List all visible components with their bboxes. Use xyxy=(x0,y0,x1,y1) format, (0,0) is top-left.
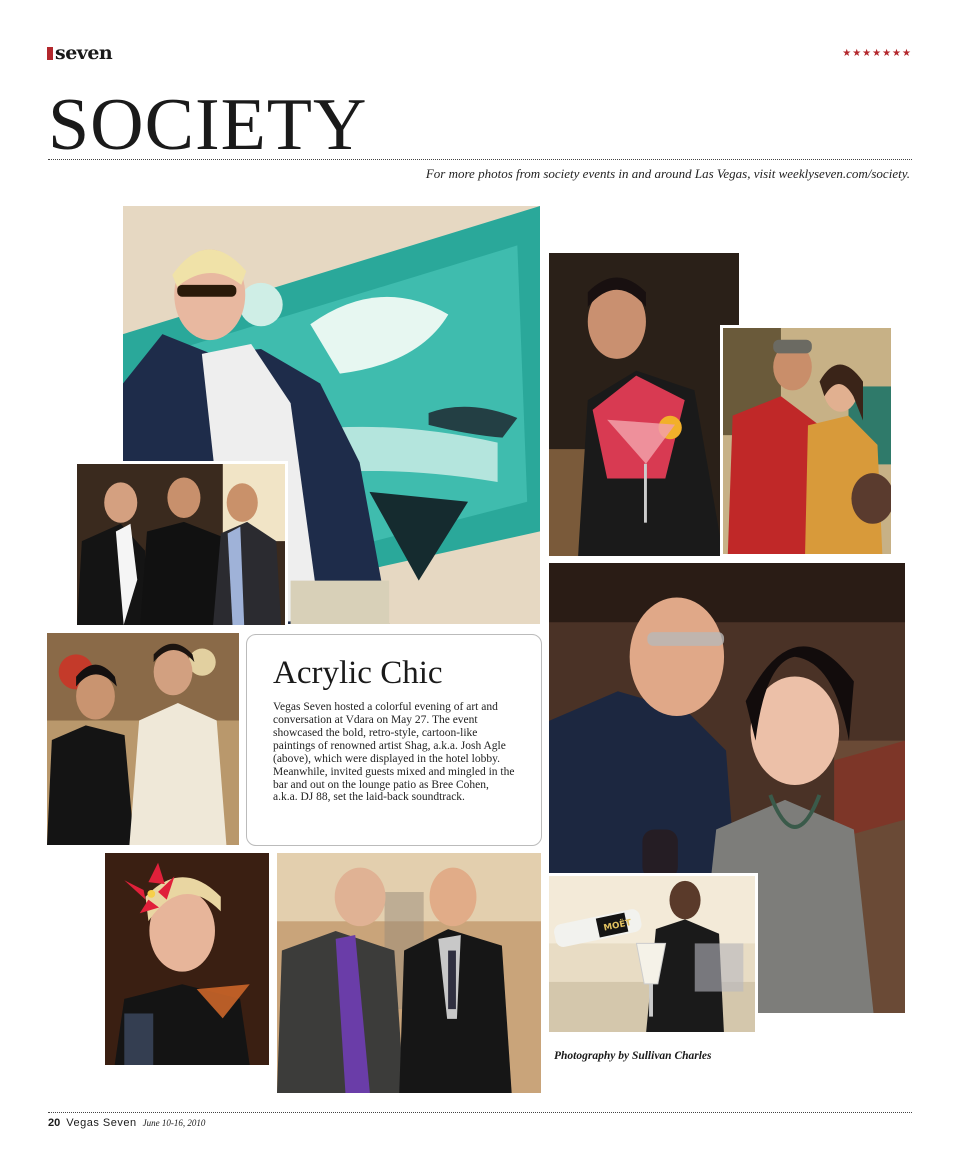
footer-divider xyxy=(48,1112,912,1113)
page-folio xyxy=(48,1117,205,1129)
photo-two-men-suits xyxy=(274,850,544,1096)
photo-woman-with-cocktail xyxy=(546,250,742,559)
publication-name: Vegas Seven xyxy=(66,1117,137,1129)
page-number: 20 xyxy=(48,1117,61,1129)
photo-bartender-pouring xyxy=(546,873,758,1035)
photo-credit: Photography by Sullivan Charles xyxy=(554,1050,712,1062)
issue-date: June 10-16, 2010 xyxy=(142,1118,206,1128)
header-divider xyxy=(48,159,912,160)
photo-couple xyxy=(720,325,894,557)
section-subline: For more photos from society events in and around Las Vegas, visit weeklyseven.com/society. xyxy=(425,166,910,181)
star-rating-ornament: ★★★★★★★ xyxy=(842,48,912,59)
article-headline: Acrylic Chic xyxy=(273,655,443,691)
bottle-label: MOËT xyxy=(602,918,633,934)
photo-woman-with-flower xyxy=(102,850,272,1068)
section-title: SOCIETY xyxy=(48,84,368,166)
publication-logo xyxy=(47,44,112,63)
article-body: Vegas Seven hosted a colorful evening of art and conversation at Vdara on May 27. The event showcased the bold, retro-style, cartoon-like paintings of renowned artist Shag, a.k.a. Josh Agle (above), which were displayed in the hotel lobby. Meanwhile, invited guests mixed and mingled in the bar and out on the lounge patio as Bree Cohen, a.k.a. DJ 88, set the laid-back soundtrack. xyxy=(273,701,515,804)
logo-text: seven xyxy=(55,42,113,64)
article-textbox xyxy=(246,634,542,846)
photo-three-men xyxy=(74,461,288,628)
photo-two-men-gallery xyxy=(44,630,242,848)
logo-bar xyxy=(47,47,53,60)
